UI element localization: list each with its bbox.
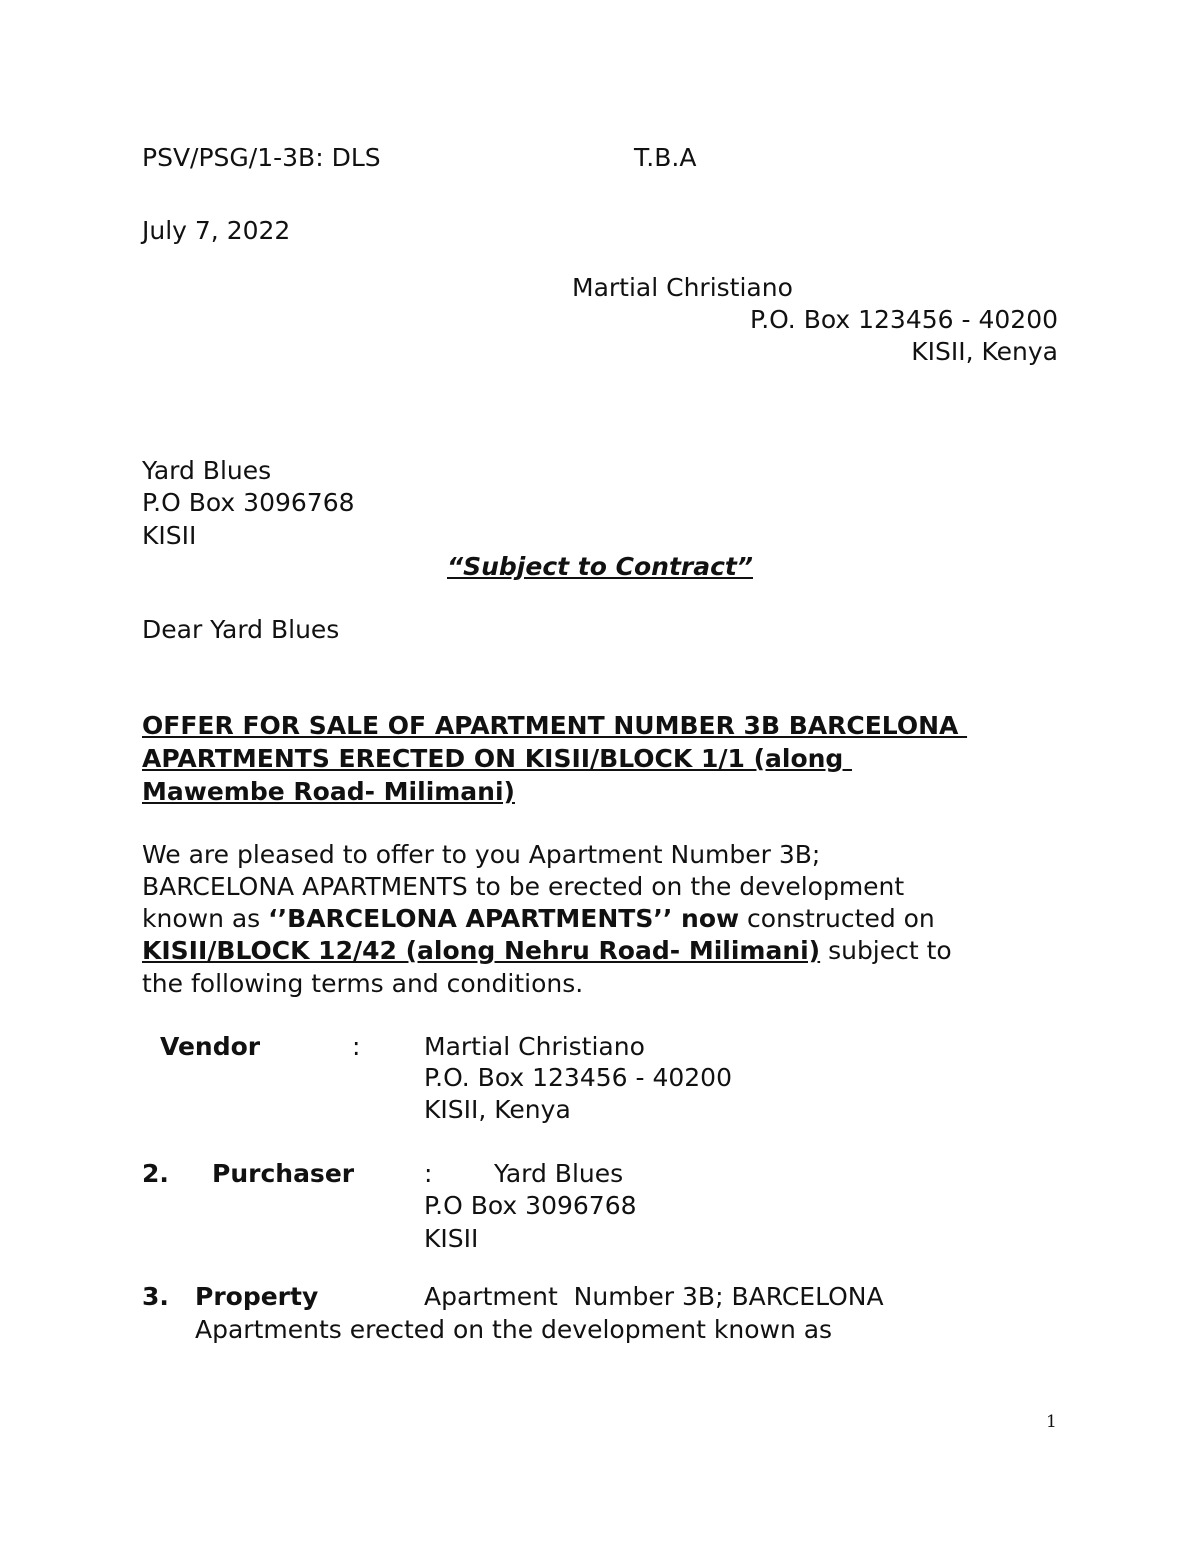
- body-line-5: the following terms and conditions.: [142, 969, 584, 998]
- body-line-3-a: known as: [142, 904, 269, 933]
- purchaser-colon: :: [424, 1159, 433, 1188]
- sender-city: KISII, Kenya: [911, 337, 1058, 366]
- salutation: Dear Yard Blues: [142, 615, 340, 644]
- sender-name: Martial Christiano: [572, 273, 793, 302]
- offer-title-line-1: OFFER FOR SALE OF APARTMENT NUMBER 3B BARCELONA: [142, 711, 968, 740]
- subject-to-contract: “Subject to Contract”: [447, 552, 753, 581]
- vendor-colon: :: [352, 1032, 361, 1061]
- purchaser-label: Purchaser: [212, 1159, 355, 1188]
- body-line-3: [142, 903, 935, 935]
- development-name: ‘’BARCELONA APARTMENTS’’ now: [268, 904, 740, 933]
- purchaser-city: KISII: [424, 1224, 479, 1253]
- property-line-2: Apartments erected on the development known as: [195, 1315, 833, 1344]
- tba-note: T.B.A: [634, 143, 697, 172]
- purchaser-number: 2.: [142, 1159, 169, 1188]
- block-reference: KISII/BLOCK 12/42 (along Nehru Road- Milimani): [142, 936, 821, 965]
- body-line-3-c: constructed on: [739, 904, 935, 933]
- reference-code: PSV/PSG/1-3B: DLS: [142, 143, 381, 172]
- property-number: 3.: [142, 1282, 169, 1311]
- property-label: Property: [195, 1282, 319, 1311]
- vendor-name: Martial Christiano: [424, 1032, 645, 1061]
- offer-title-line-3: Mawembe Road- Milimani): [142, 777, 515, 806]
- recipient-box: P.O Box 3096768: [142, 488, 355, 517]
- body-line-2: BARCELONA APARTMENTS to be erected on the development: [142, 872, 905, 901]
- vendor-city: KISII, Kenya: [424, 1095, 571, 1124]
- page-number: 1: [1046, 1412, 1057, 1432]
- purchaser-box: P.O Box 3096768: [424, 1191, 637, 1220]
- letter-date: July 7, 2022: [142, 216, 291, 245]
- body-line-1: We are pleased to offer to you Apartment Number 3B;: [142, 840, 821, 869]
- purchaser-name: Yard Blues: [494, 1159, 624, 1188]
- recipient-name: Yard Blues: [142, 456, 272, 485]
- body-line-4: [142, 935, 952, 967]
- recipient-city: KISII: [142, 521, 197, 550]
- property-line-1: Apartment Number 3B; BARCELONA: [424, 1282, 884, 1311]
- body-line-4-b: subject to: [820, 936, 952, 965]
- sender-box: P.O. Box 123456 - 40200: [750, 305, 1058, 334]
- offer-title-line-2: APARTMENTS ERECTED ON KISII/BLOCK 1/1 (along: [142, 744, 853, 773]
- vendor-box: P.O. Box 123456 - 40200: [424, 1063, 732, 1092]
- vendor-label: Vendor: [160, 1032, 261, 1061]
